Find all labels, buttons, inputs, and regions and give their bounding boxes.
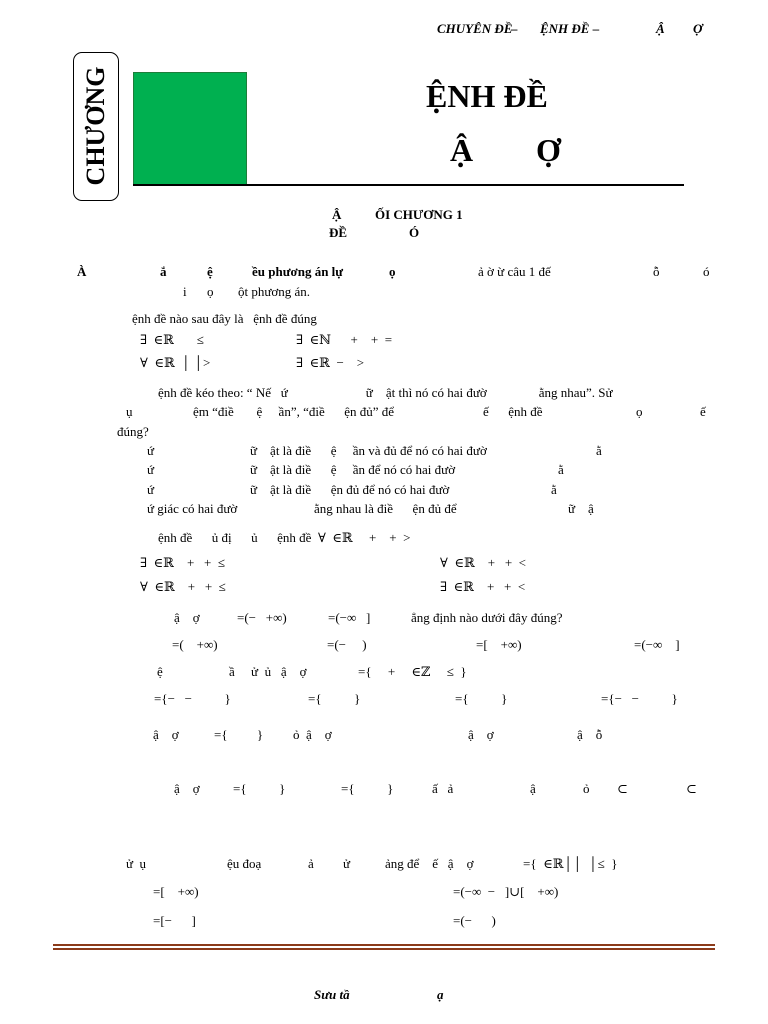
q8-stem-a: ử ụ — [126, 856, 147, 871]
q1-option-a: ∃ ∈ℝ ≤ — [140, 332, 204, 347]
intro-part-1: ắ — [160, 264, 167, 279]
chapter-label: CHƯƠNG — [81, 66, 110, 186]
q5-stem-a: ệ — [157, 664, 163, 679]
q7-part-b: ={ } — [233, 781, 286, 796]
title-underline — [133, 184, 684, 186]
q3-stem: ệnh đề ủ đị ủ ệnh đề ∀ ∈ℝ + + > — [158, 530, 411, 545]
footer-rule-top — [53, 944, 715, 946]
intro-part-2: ệ — [207, 264, 213, 279]
header-topic-part2: Ậ — [656, 21, 665, 36]
q6-part-d: ậ ợ — [468, 727, 494, 742]
q2-option-a-2: ữ ật là điề ệ ần và đủ để nó có hai đườ — [250, 443, 487, 458]
header-dash: – — [511, 21, 518, 36]
q2-option-c-1: ứ — [147, 482, 155, 497]
q8-option-d: =(− ) — [453, 913, 496, 928]
q2-option-c-3: ằ — [551, 482, 557, 497]
chapter-title-line2b: Ợ — [536, 132, 561, 168]
q6-part-b: ={ } — [214, 727, 264, 742]
q4-stem-d: ẳng định nào dưới đây đúng? — [411, 610, 563, 625]
chapter-title-line1: ỆNH ĐỀ — [426, 78, 548, 114]
q8-stem-f: ={ ∈ℝ││ │≤ } — [523, 856, 618, 871]
q7-part-a: ậ ợ — [174, 781, 200, 796]
q2-option-d-1: ứ giác có hai đườ — [147, 501, 238, 516]
footer-credit-left: Sưu tầ — [314, 987, 350, 1002]
q3-option-c: ∀ ∈ℝ + + ≤ — [140, 579, 226, 594]
intro-part-7: ó — [703, 264, 710, 279]
q2-stem-line2c: ế ệnh đề — [483, 404, 543, 419]
q2-stem-line2a: ụ — [126, 404, 133, 419]
q8-option-a: =[ +∞) — [153, 884, 199, 899]
q7-part-f: ỏ — [583, 781, 590, 796]
q3-option-d: ∃ ∈ℝ + + < — [440, 579, 526, 594]
intro-part-4: ọ — [389, 264, 396, 279]
q4-option-c: =[ +∞) — [476, 637, 522, 652]
q2-option-b-3: ằ — [558, 462, 564, 477]
q4-option-b: =(− ) — [327, 637, 367, 652]
q7-part-c: ={ } — [341, 781, 394, 796]
q5-option-a: ={− − } — [154, 691, 231, 706]
footer-rule-bottom — [53, 948, 715, 950]
q8-stem-b: ệu đoạ — [227, 856, 262, 871]
header-series: CHUYÊN ĐỀ — [437, 21, 513, 36]
q2-stem-line3: đúng? — [117, 424, 149, 439]
chapter-title-line2a: Ậ — [450, 132, 474, 168]
intro-part-3: ều phương án lự — [252, 264, 344, 279]
section-heading-a1: Ậ — [332, 207, 342, 222]
q3-option-a: ∃ ∈ℝ + + ≤ — [140, 555, 226, 570]
q8-stem-e: ảng để ế ậ ợ — [385, 856, 474, 871]
intro-part-6: ỗ — [653, 264, 660, 279]
q6-part-c: ỏ ậ ợ — [293, 727, 332, 742]
q5-option-b: ={ } — [308, 691, 361, 706]
q7-subset-2: ⊂ — [686, 781, 697, 796]
section-heading-b2: Ó — [409, 225, 420, 240]
q1-option-d: ∃ ∈ℝ − > — [296, 355, 365, 370]
chapter-number-block — [133, 72, 247, 185]
q4-option-d: =(−∞ ] — [634, 637, 680, 652]
q4-option-a: =( +∞) — [172, 637, 218, 652]
intro-line2c: ột phương án. — [238, 284, 311, 299]
q8-stem-d: ử — [343, 856, 351, 871]
q2-stem-line2d: ọ — [636, 404, 643, 419]
q3-option-b: ∀ ∈ℝ + + < — [440, 555, 527, 570]
q2-option-a-3: ằ — [596, 443, 602, 458]
q2-stem-line1: ệnh đề kéo theo: “ Nế ứ ữ ật thì nó có hai đườ ằng nhau”. Sử — [158, 385, 613, 400]
q4-stem-c: =(−∞ ] — [328, 610, 371, 625]
q7-part-e: ậ — [530, 781, 536, 796]
q7-subset-1: ⊂ — [617, 781, 628, 796]
q8-option-b: =(−∞ − ]∪[ +∞) — [453, 884, 559, 899]
q2-option-c-2: ữ ật là điề ện đủ để nó có hai đườ — [250, 482, 450, 497]
header-topic: ỆNH ĐỀ – — [540, 21, 600, 36]
q5-option-d: ={− − } — [601, 691, 678, 706]
intro-line2a: i — [183, 284, 187, 299]
q8-option-c: =[− ] — [153, 913, 196, 928]
q6-part-a: ậ ợ — [153, 727, 179, 742]
q2-stem-line2e: ế — [700, 404, 706, 419]
q2-stem-line2b: ệm “điề ệ ần”, “điề ện đủ” để — [193, 404, 395, 419]
section-heading-b1: ĐỀ — [329, 225, 348, 240]
q5-stem-c: ={ + ∈ℤ ≤ } — [358, 664, 467, 679]
q1-stem: ệnh đề nào sau đây là ệnh đề đúng — [132, 311, 317, 326]
q7-part-d: ấ ả — [432, 781, 454, 796]
q2-option-d-2: ằng nhau là điề ện đủ để — [314, 501, 457, 516]
intro-part-5: ả ờ ừ câu 1 đế — [478, 264, 551, 279]
q5-option-c: ={ } — [455, 691, 508, 706]
q2-option-d-3: ữ ậ — [568, 501, 594, 516]
header-topic-part3: Ợ — [693, 21, 703, 36]
section-heading-a2: ỐI CHƯƠNG 1 — [375, 207, 463, 222]
q2-option-b-2: ữ ật là điề ệ ần để nó có hai đườ — [250, 462, 456, 477]
q1-option-b: ∃ ∈ℕ + + = — [296, 332, 393, 347]
q6-part-e: ậ ỗ — [577, 727, 603, 742]
q5-stem-b: ầ ử ủ ậ ợ — [229, 664, 307, 679]
q4-stem-a: ậ ợ — [174, 610, 200, 625]
q8-stem-c: ả — [308, 856, 314, 871]
intro-line2b: ọ — [207, 284, 214, 299]
intro-part-0: À — [77, 264, 87, 279]
q2-option-b-1: ứ — [147, 462, 155, 477]
q4-stem-b: =(− +∞) — [237, 610, 287, 625]
q2-option-a-1: ứ — [147, 443, 155, 458]
footer-credit-right: ạ — [437, 987, 444, 1002]
q1-option-c: ∀ ∈ℝ │ │> — [140, 355, 211, 370]
